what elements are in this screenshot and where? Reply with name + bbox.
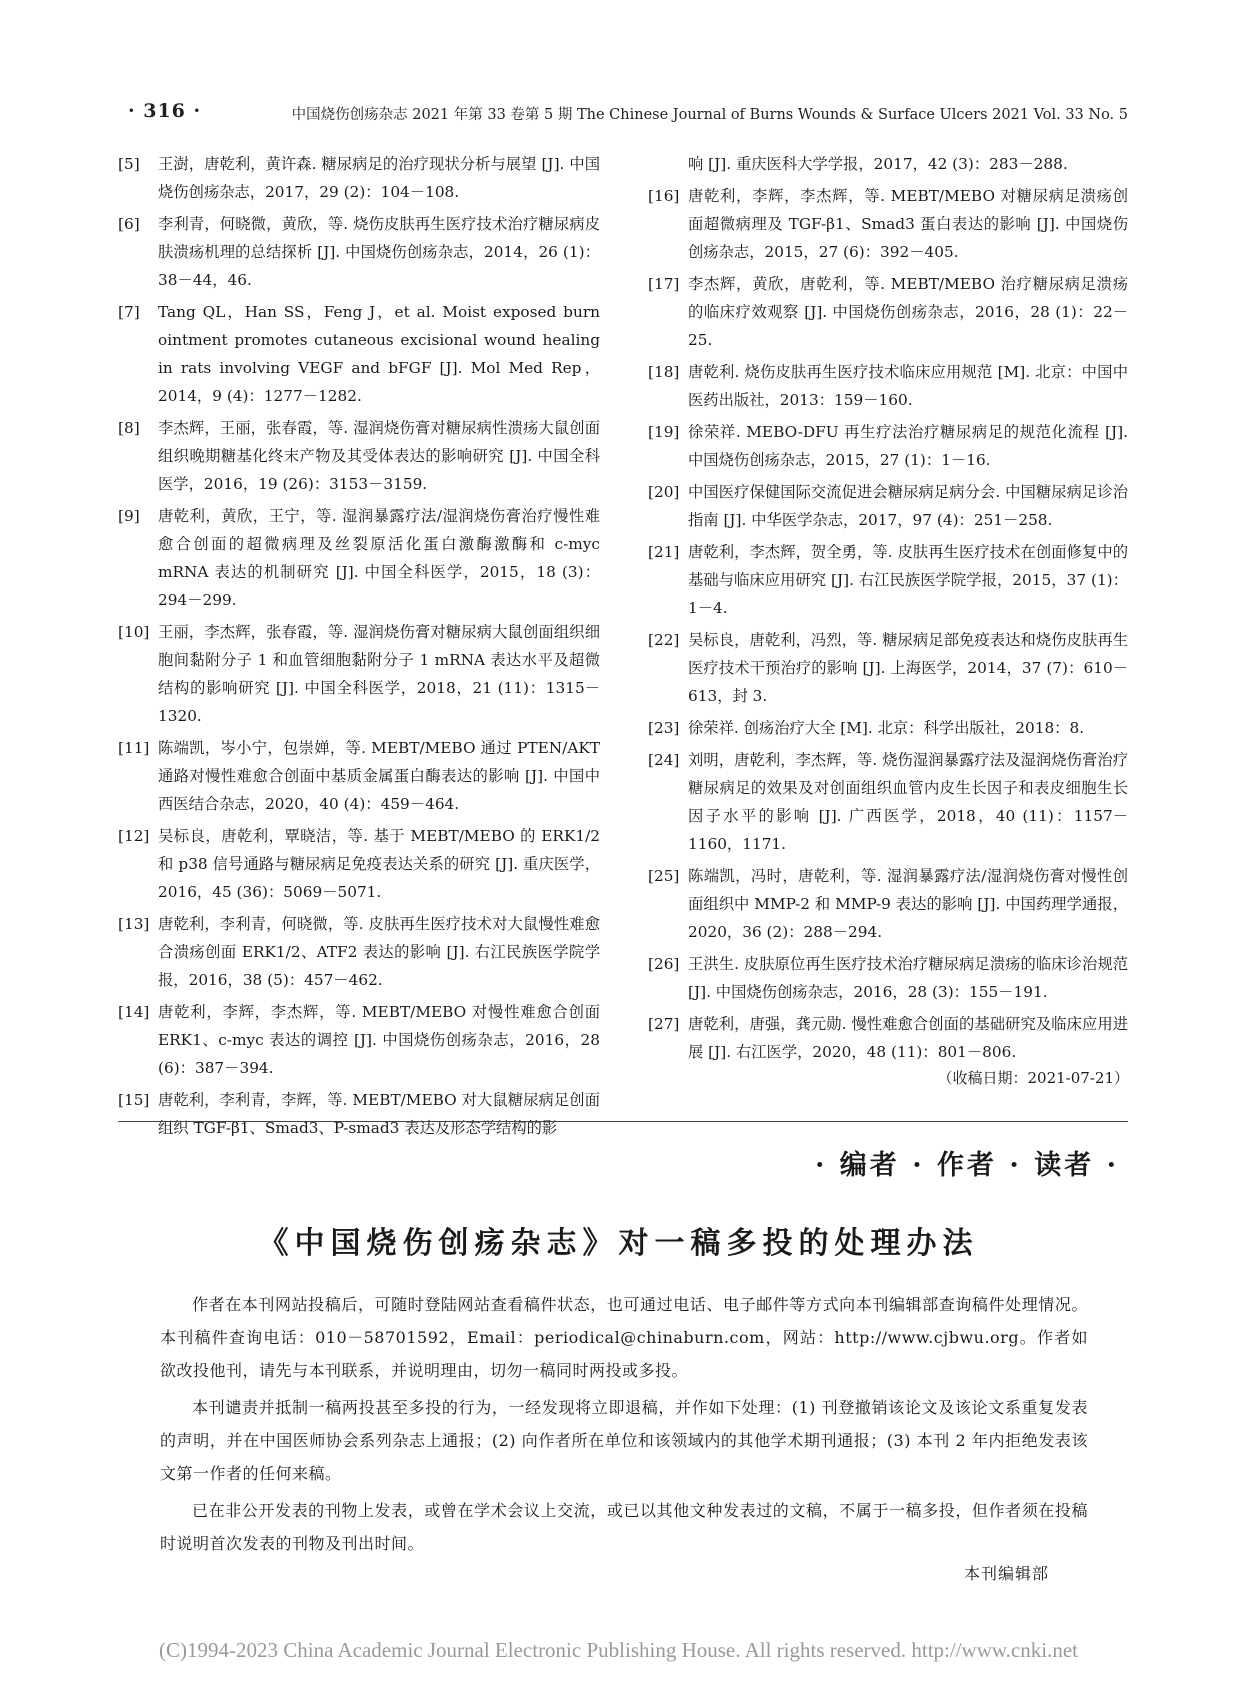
reference-item [648, 714, 1128, 742]
section-divider [118, 1121, 1128, 1122]
notice-body [160, 1288, 1088, 1564]
received-date: （收稿日期：2021-07-21） [937, 1069, 1129, 1087]
reference-text: Tang QL，Han SS，Feng J，et al. Moist exposed burn ointment promotes cutaneous excisional wound healing in rats involving VEGF and bFGF [J]. Mol Med Rep，2014，9 (4)：1277－1282. [158, 303, 600, 405]
reference-number: [21] [648, 543, 680, 561]
notice-paragraph: 本刊谴责并抵制一稿两投甚至多投的行为，一经发现将立即退稿，并作如下处理：(1) 刊登撤销该论文及该论文系重复发表的声明，并在中国医师协会系列杂志上通报；(2) 向作者所在单位和该领域内的其他学术期刊通报；(3) 本刊 2 年内拒绝发表该文第一作者的任何来稿。 [160, 1398, 1088, 1483]
reference-number: [12] [118, 827, 150, 845]
reference-number: [24] [648, 751, 680, 769]
reference-item [118, 414, 600, 498]
reference-text: 王洪生. 皮肤原位再生医疗技术治疗糖尿病足溃疡的临床诊治规范 [J]. 中国烧伤创疡杂志，2016，28 (3)：155－191. [688, 955, 1128, 1001]
page-number: · 316 · [128, 100, 202, 122]
reference-item [648, 1010, 1128, 1066]
reference-number: [17] [648, 275, 680, 293]
reference-text: 唐乾利，李杰辉，贺全勇，等. 皮肤再生医疗技术在创面修复中的基础与临床应用研究 [J]. 右江民族医学院学报，2015，37 (1)：1－4. [688, 543, 1128, 617]
copyright-watermark: (C)1994-2023 China Academic Journal Electronic Publishing House. All rights reserved. http://www.cnki.net [159, 1638, 1078, 1662]
reference-item [648, 270, 1128, 354]
reference-item [648, 182, 1128, 266]
reference-number: [9] [118, 507, 140, 525]
reference-text: 唐乾利. 烧伤皮肤再生医疗技术临床应用规范 [M]. 北京：中国中医药出版社，2013：159－160. [688, 363, 1128, 409]
editorial-signature: 本刊编辑部 [963, 1564, 1049, 1583]
reference-text: 唐乾利，黄欣，王宁，等. 湿润暴露疗法/湿润烧伤膏治疗慢性难愈合创面的超微病理及丝裂原活化蛋白激酶激酶和 c-myc mRNA 表达的机制研究 [J]. 中国全科医学，2015，18 (3)：294－299. [158, 507, 600, 609]
reference-text: 中国医疗保健国际交流促进会糖尿病足病分会. 中国糖尿病足诊治指南 [J]. 中华医学杂志，2017，97 (4)：251－258. [688, 483, 1128, 529]
reference-number: [22] [648, 631, 680, 649]
reference-text: 唐乾利，李辉，李杰辉，等. MEBT/MEBO 对慢性难愈合创面 ERK1、c-myc 表达的调控 [J]. 中国烧伤创疡杂志，2016，28 (6)：387－394. [158, 1003, 600, 1077]
reference-item [648, 626, 1128, 710]
reference-text: 唐乾利，唐强，龚元勋. 慢性难愈合创面的基础研究及临床应用进展 [J]. 右江医学，2020，48 (11)：801－806. [688, 1015, 1128, 1061]
reference-number: [14] [118, 1003, 150, 1021]
reference-text: 李杰辉，王丽，张春霞，等. 湿润烧伤膏对糖尿病性溃疡大鼠创面组织晚期糖基化终末产物及其受体表达的影响研究 [J]. 中国全科医学，2016，19 (26)：3153－3159. [158, 419, 600, 493]
reference-number: [5] [118, 155, 140, 173]
reference-text: 李杰辉，黄欣，唐乾利，等. MEBT/MEBO 治疗糖尿病足溃疡的临床疗效观察 [J]. 中国烧伤创疡杂志，2016，28 (1)：22－25. [688, 275, 1128, 349]
reference-text: 吴标良，唐乾利，覃晓洁，等. 基于 MEBT/MEBO 的 ERK1/2 和 p38 信号通路与糖尿病足免疫表达关系的研究 [J]. 重庆医学，2016，45 (36)：5069－5071. [158, 827, 600, 901]
column-tag: · 编者 · 作者 · 读者 · [815, 1150, 1119, 1181]
reference-text: 唐乾利，李利青，李辉，等. MEBT/MEBO 对大鼠糖尿病足创面组织 TGF-β1、Smad3、P-smad3 表达及形态学结构的影 [158, 1091, 600, 1137]
reference-text: 陈端凯，岑小宁，包崇婵，等. MEBT/MEBO 通过 PTEN/AKT 通路对慢性难愈合创面中基质金属蛋白酶表达的影响 [J]. 中国中西医结合杂志，2020，40 (4)：459－464. [158, 739, 600, 813]
reference-number: [18] [648, 363, 680, 381]
reference-text: 王澍，唐乾利，黄许森. 糖尿病足的治疗现状分析与展望 [J]. 中国烧伤创疡杂志，2017，29 (2)：104－108. [158, 155, 600, 201]
reference-text: 吴标良，唐乾利，冯烈，等. 糖尿病足部免疫表达和烧伤皮肤再生医疗技术干预治疗的影响 [J]. 上海医学，2014，37 (7)：610－613，封 3. [688, 631, 1128, 705]
notice-paragraph: 作者在本刊网站投稿后，可随时登陆网站查看稿件状态，也可通过电话、电子邮件等方式向本刊编辑部查询稿件处理情况。本刊稿件查询电话：010－58701592，Email：periodical@chinaburn.com，网站：http://www.cjbwu.org。作者如欲改投他刊，请先与本刊联系，并说明理由，切勿一稿同时两投或多投。 [160, 1295, 1088, 1380]
reference-number: [10] [118, 623, 150, 641]
notice-paragraph: 已在非公开发表的刊物上发表，或曾在学术会议上交流，或已以其他文种发表过的文稿，不属于一稿多投，但作者须在投稿时说明首次发表的刊物及刊出时间。 [160, 1501, 1088, 1553]
reference-number: [13] [118, 915, 150, 933]
reference-text: 响 [J]. 重庆医科大学学报，2017，42 (3)：283－288. [688, 155, 1068, 173]
reference-number: [16] [648, 187, 680, 205]
running-header [118, 100, 1128, 126]
reference-number: [25] [648, 867, 680, 885]
reference-item [118, 734, 600, 818]
references-right-column [648, 150, 1128, 1070]
reference-item [648, 950, 1128, 1006]
reference-text: 徐荣祥. MEBO-DFU 再生疗法治疗糖尿病足的规范化流程 [J]. 中国烧伤创疡杂志，2015，27 (1)：1－16. [688, 423, 1128, 469]
reference-number: [23] [648, 719, 680, 737]
references-left-column [118, 150, 600, 1146]
reference-item [118, 502, 600, 614]
reference-item [648, 746, 1128, 858]
reference-item [648, 418, 1128, 474]
reference-number: [15] [118, 1091, 150, 1109]
reference-item [648, 862, 1128, 946]
reference-number: [8] [118, 419, 140, 437]
reference-item [118, 910, 600, 994]
reference-text: 陈端凯，冯时，唐乾利，等. 湿润暴露疗法/湿润烧伤膏对慢性创面组织中 MMP-2 和 MMP-9 表达的影响 [J]. 中国药理学通报，2020，36 (2)：288－294. [688, 867, 1128, 941]
reference-number: [19] [648, 423, 680, 441]
reference-text: 李利青，何晓微，黄欣，等. 烧伤皮肤再生医疗技术治疗糖尿病皮肤溃疡机理的总结探析 [J]. 中国烧伤创疡杂志，2014，26 (1)：38－44，46. [158, 215, 600, 289]
reference-item [118, 618, 600, 730]
reference-item [648, 358, 1128, 414]
journal-info: 中国烧伤创疡杂志 2021 年第 33 卷第 5 期 The Chinese Journal of Burns Wounds & Surface Ulcers 2021 Vol. 33 No. 5 [291, 107, 1128, 123]
reference-item [648, 538, 1128, 622]
reference-number: [27] [648, 1015, 680, 1033]
reference-text: 唐乾利，李利青，何晓微，等. 皮肤再生医疗技术对大鼠慢性难愈合溃疡创面 ERK1/2、ATF2 表达的影响 [J]. 右江民族医学院学报，2016，38 (5)：457－462. [158, 915, 600, 989]
reference-number: [26] [648, 955, 680, 973]
reference-item [118, 822, 600, 906]
reference-item [118, 210, 600, 294]
reference-text: 刘明，唐乾利，李杰辉，等. 烧伤湿润暴露疗法及湿润烧伤膏治疗糖尿病足的效果及对创面组织血管内皮生长因子和表皮细胞生长因子水平的影响 [J]. 广西医学，2018，40 (11)：1157－1160，1171. [688, 751, 1128, 853]
reference-item [118, 998, 600, 1082]
reference-item [118, 150, 600, 206]
reference-text: 唐乾利，李辉，李杰辉，等. MEBT/MEBO 对糖尿病足溃疡创面超微病理及 TGF-β1、Smad3 蛋白表达的影响 [J]. 中国烧伤创疡杂志，2015，27 (6)：392－405. [688, 187, 1128, 261]
reference-text: 徐荣祥. 创疡治疗大全 [M]. 北京：科学出版社，2018：8. [688, 719, 1085, 737]
reference-number: [20] [648, 483, 680, 501]
reference-item [648, 478, 1128, 534]
reference-text: 王丽，李杰辉，张春霞，等. 湿润烧伤膏对糖尿病大鼠创面组织细胞间黏附分子 1 和血管细胞黏附分子 1 mRNA 表达水平及超微结构的影响研究 [J]. 中国全科医学，2018，21 (11)：1315－1320. [158, 623, 600, 725]
reference-continuation [688, 150, 1128, 178]
reference-item [118, 1086, 600, 1142]
reference-number: [11] [118, 739, 150, 757]
reference-number: [7] [118, 303, 140, 321]
reference-number: [6] [118, 215, 140, 233]
reference-item [118, 298, 600, 410]
notice-title: 《中国烧伤创疡杂志》对一稿多投的处理办法 [258, 1226, 979, 1261]
